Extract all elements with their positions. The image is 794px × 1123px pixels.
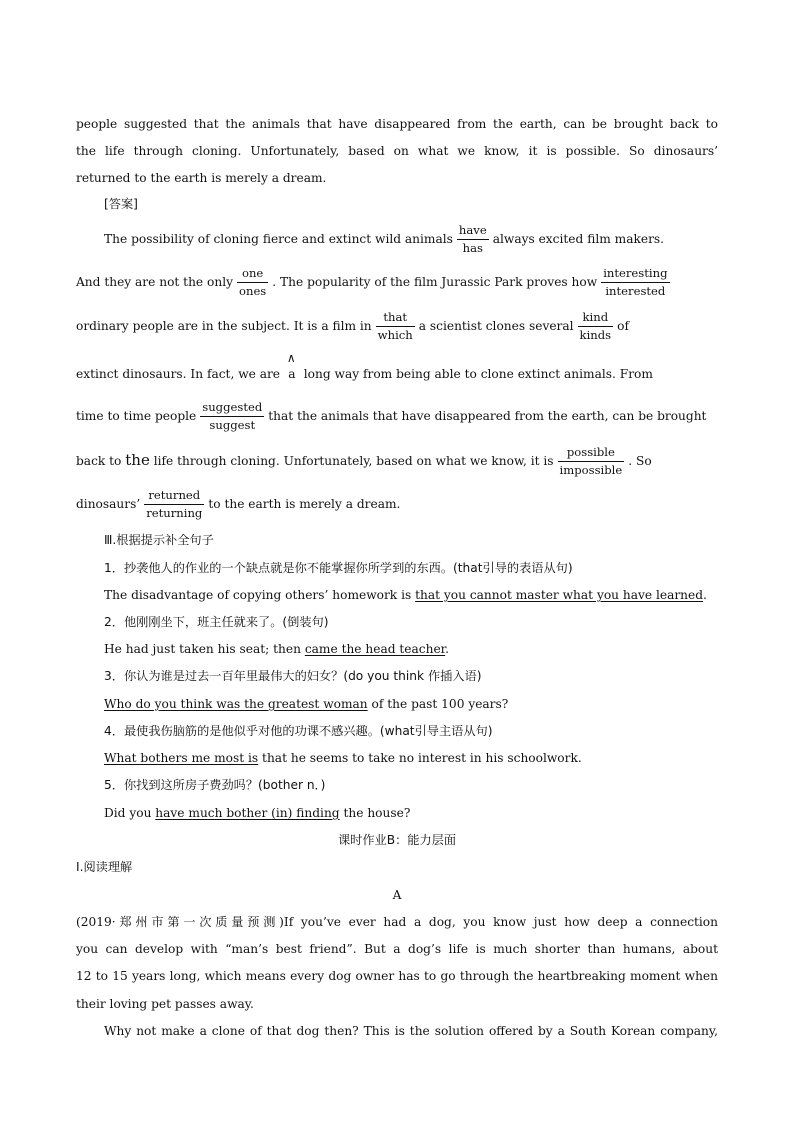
answer-line: And they are not the only one ones . The popularity of the film Jurassic Park proves how interesting interested — [76, 266, 668, 298]
text-line: the life through cloning. Unfortunately, based on what we know, it is possible. So dinosaurs’ — [76, 144, 718, 158]
item-prompt: 3．你认为谁是过去一百年里最伟大的妇女？(do you think 作插入语) — [104, 669, 482, 683]
answer-line: extinct dinosaurs. In fact, we are ∧ a long way from being able to clone extinct animals. From — [76, 351, 653, 381]
answer-label: [答案] — [104, 197, 138, 211]
item-prompt: 2．他刚刚坐下，班主任就来了。(倒装句) — [104, 615, 329, 629]
answer-line: dinosaurs’ returned returning to the earth is merely a dream. — [76, 488, 401, 520]
item-answer: Who do you think was the greatest woman of the past 100 years? — [104, 697, 509, 711]
item-prompt: 1．抄袭他人的作业的一个缺点就是你不能掌握你所学到的东西。(that引导的表语从句) — [104, 561, 573, 575]
text-line: 12 to 15 years long, which means every dog owner has to go through the heartbreaking moment when — [76, 969, 718, 983]
text-line: returned to the earth is merely a dream. — [76, 171, 327, 185]
part-title: 课时作业B：能力层面 — [337, 833, 457, 847]
text-line: Why not make a clone of that dog then? This is the solution offered by a South Korean company, — [104, 1024, 718, 1038]
passage-letter: A — [392, 888, 402, 902]
answer-line: back to the life through cloning. Unfortunately, based on what we know, it is possible impossible . So — [76, 445, 652, 477]
text-line: people suggested that the animals that have disappeared from the earth, can be brought back to — [76, 117, 718, 131]
correction: interesting interested — [603, 266, 668, 298]
item-prompt: 4．最使我伤脑筋的是他似乎对他的功课不感兴趣。(what引导主语从句) — [104, 724, 493, 738]
item-answer: Did you have much bother (in) finding the house? — [104, 806, 411, 820]
item-answer: The disadvantage of copying others’ homework is that you cannot master what you have learned. — [104, 588, 707, 602]
answer-line: The possibility of cloning fierce and extinct wild animals have has always excited film makers. — [104, 223, 665, 255]
section-heading: Ⅲ.根据提示补全句子 — [104, 533, 214, 547]
insertion-mark: ∧ a — [286, 351, 296, 381]
text-line: their loving pet passes away. — [76, 997, 254, 1011]
text-line: you can develop with “man’s best friend”. But a dog’s life is much shorter than humans, about — [76, 942, 718, 956]
correction: kind kinds — [579, 310, 612, 342]
correction: that which — [377, 310, 413, 342]
correction: suggested suggest — [202, 400, 263, 432]
answer-line: ordinary people are in the subject. It is a film in that which a scientist clones several kind kinds of — [76, 310, 629, 342]
item-answer: What bothers me most is that he seems to take no interest in his schoolwork. — [104, 751, 582, 765]
item-answer: He had just taken his seat; then came the head teacher. — [104, 642, 450, 656]
section-heading: Ⅰ.阅读理解 — [76, 860, 133, 874]
correction: possible impossible — [559, 445, 623, 477]
correction: returned returning — [146, 488, 203, 520]
text-line: (2019·郑州市第一次质量预测)If you’ve ever had a dog, you know just how deep a connection — [76, 915, 718, 929]
answer-line: time to time people suggested suggest that the animals that have disappeared from the earth, can be brought — [76, 400, 707, 432]
item-prompt: 5．你找到这所房子费劲吗？(bother n．) — [104, 778, 326, 792]
correction: one ones — [239, 266, 267, 298]
correction: have has — [458, 223, 487, 255]
